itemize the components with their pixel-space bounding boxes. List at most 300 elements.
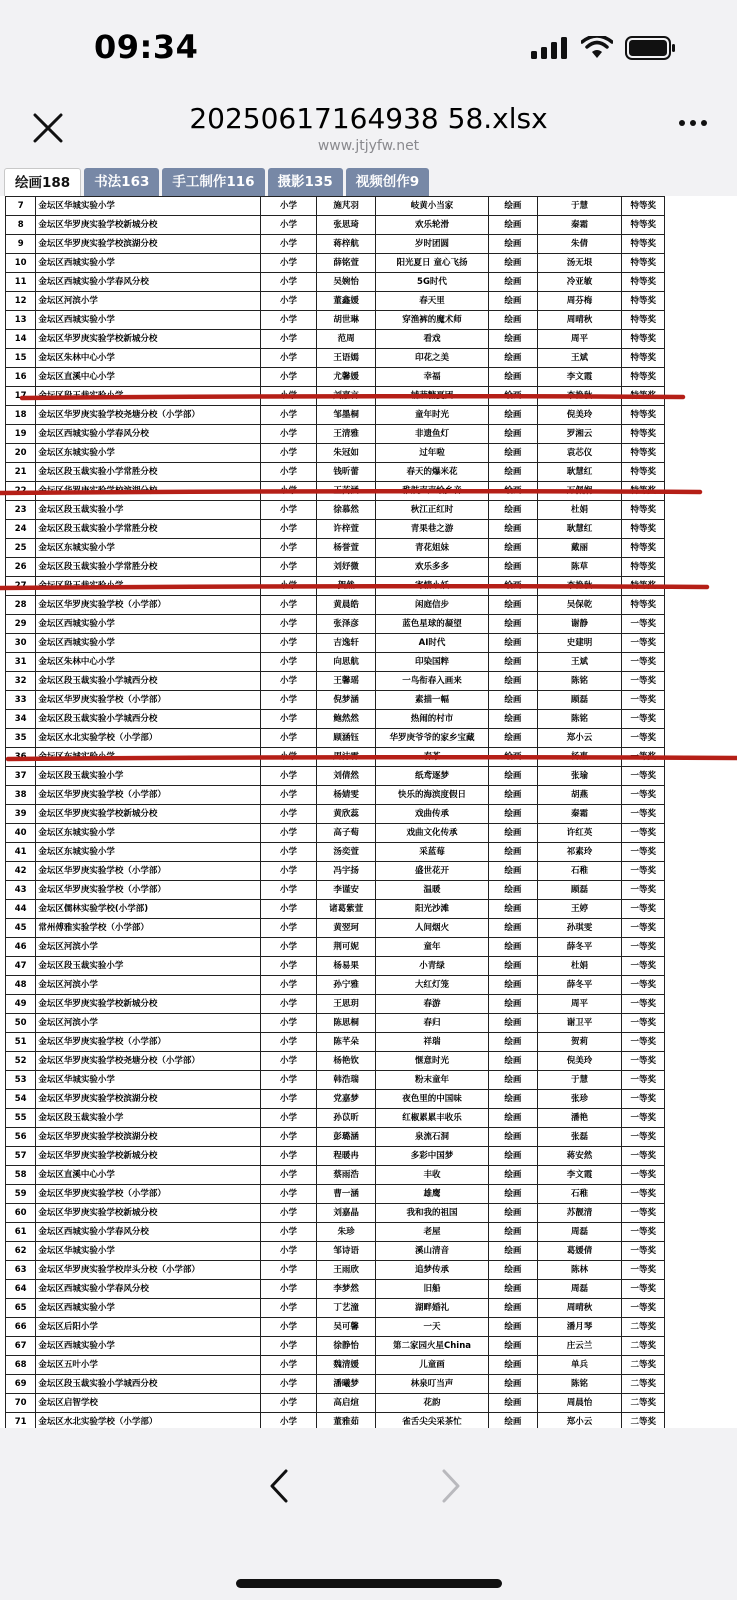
cell-teacher[interactable]: 万佩娴 — [537, 482, 622, 501]
cell-number[interactable]: 57 — [6, 1147, 36, 1166]
cell-category[interactable]: 绘画 — [489, 368, 538, 387]
cell-category[interactable]: 绘画 — [489, 1337, 538, 1356]
cell-category[interactable]: 绘画 — [489, 216, 538, 235]
cell-student[interactable]: 周沫霖 — [317, 748, 376, 767]
cell-teacher[interactable]: 戴丽 — [537, 539, 622, 558]
cell-school[interactable]: 金坛区华罗庚实验学校岸头分校（小学部） — [36, 1261, 260, 1280]
cell-work[interactable]: 溪山清音 — [375, 1242, 488, 1261]
cell-student[interactable]: 高子萄 — [317, 824, 376, 843]
cell-category[interactable]: 绘画 — [489, 1071, 538, 1090]
cell-level[interactable]: 小学 — [260, 729, 317, 748]
cell-student[interactable]: 李谨安 — [317, 881, 376, 900]
cell-school[interactable]: 金坛区段玉裁实验小学 — [36, 577, 260, 596]
cell-level[interactable]: 小学 — [260, 235, 317, 254]
cell-category[interactable]: 绘画 — [489, 672, 538, 691]
cell-award[interactable]: 二等奖 — [622, 1318, 665, 1337]
cell-school[interactable]: 金坛区西城实验小学 — [36, 311, 260, 330]
cell-work[interactable]: 热闹的村市 — [375, 710, 488, 729]
cell-teacher[interactable]: 于慧 — [537, 1071, 622, 1090]
cell-level[interactable]: 小学 — [260, 824, 317, 843]
cell-school[interactable]: 金坛区西城实验小学 — [36, 1337, 260, 1356]
cell-teacher[interactable]: 陈铭 — [537, 710, 622, 729]
cell-teacher[interactable]: 单兵 — [537, 1356, 622, 1375]
cell-student[interactable]: 胡世琳 — [317, 311, 376, 330]
cell-teacher[interactable]: 谢卫平 — [537, 1014, 622, 1033]
cell-work[interactable]: 稚鼓声声绘乡音 — [375, 482, 488, 501]
cell-teacher[interactable]: 杜娟 — [537, 957, 622, 976]
cell-work[interactable]: 纸鸢逐梦 — [375, 767, 488, 786]
cell-work[interactable]: 多彩中国梦 — [375, 1147, 488, 1166]
cell-category[interactable]: 绘画 — [489, 805, 538, 824]
cell-school[interactable]: 金坛区段玉裁实验小学城西分校 — [36, 672, 260, 691]
cell-category[interactable]: 绘画 — [489, 235, 538, 254]
cell-award[interactable]: 一等奖 — [622, 615, 665, 634]
cell-work[interactable]: 温暖 — [375, 881, 488, 900]
cell-school[interactable]: 金坛区段玉裁实验小学常胜分校 — [36, 463, 260, 482]
cell-award[interactable]: 特等奖 — [622, 406, 665, 425]
cell-award[interactable]: 一等奖 — [622, 653, 665, 672]
cell-award[interactable]: 一等奖 — [622, 1299, 665, 1318]
cell-school[interactable]: 金坛区西城实验小学春风分校 — [36, 1223, 260, 1242]
cell-work[interactable]: 林泉叮当声 — [375, 1375, 488, 1394]
cell-school[interactable]: 金坛区段玉裁实验小学常胜分校 — [36, 558, 260, 577]
cell-work[interactable]: 人间烟火 — [375, 919, 488, 938]
cell-category[interactable]: 绘画 — [489, 387, 538, 406]
cell-number[interactable]: 16 — [6, 368, 36, 387]
cell-number[interactable]: 59 — [6, 1185, 36, 1204]
cell-award[interactable]: 特等奖 — [622, 273, 665, 292]
cell-work[interactable]: 追梦传承 — [375, 1261, 488, 1280]
cell-work[interactable]: 夜色里的中国味 — [375, 1090, 488, 1109]
cell-number[interactable]: 49 — [6, 995, 36, 1014]
cell-work[interactable]: 粉末童年 — [375, 1071, 488, 1090]
cell-work[interactable]: 小青绿 — [375, 957, 488, 976]
cell-student[interactable]: 王芮涵 — [317, 482, 376, 501]
cell-teacher[interactable]: 陈林 — [537, 1261, 622, 1280]
cell-work[interactable]: 幸福 — [375, 368, 488, 387]
cell-student[interactable]: 吴可馨 — [317, 1318, 376, 1337]
cell-school[interactable]: 金坛区华罗庚实验学校（小学部） — [36, 691, 260, 710]
cell-level[interactable]: 小学 — [260, 273, 317, 292]
cell-school[interactable]: 金坛区儒林实验学校(小学部) — [36, 900, 260, 919]
cell-level[interactable]: 小学 — [260, 1166, 317, 1185]
cell-award[interactable]: 二等奖 — [622, 1394, 665, 1413]
cell-student[interactable]: 邹墨桐 — [317, 406, 376, 425]
cell-number[interactable]: 70 — [6, 1394, 36, 1413]
cell-work[interactable]: 我和我的祖国 — [375, 1204, 488, 1223]
cell-number[interactable]: 60 — [6, 1204, 36, 1223]
cell-category[interactable]: 绘画 — [489, 406, 538, 425]
cell-level[interactable]: 小学 — [260, 425, 317, 444]
cell-category[interactable]: 绘画 — [489, 273, 538, 292]
cell-student[interactable]: 朱珍 — [317, 1223, 376, 1242]
cell-student[interactable]: 党嘉梦 — [317, 1090, 376, 1109]
cell-work[interactable]: 阳光夏日 童心飞扬 — [375, 254, 488, 273]
cell-school[interactable]: 金坛区华罗庚实验学校（小学部） — [36, 1033, 260, 1052]
cell-level[interactable]: 小学 — [260, 767, 317, 786]
cell-student[interactable]: 魏清媛 — [317, 1356, 376, 1375]
cell-teacher[interactable]: 倪美玲 — [537, 406, 622, 425]
cell-level[interactable]: 小学 — [260, 881, 317, 900]
cell-number[interactable]: 40 — [6, 824, 36, 843]
cell-category[interactable]: 绘画 — [489, 1242, 538, 1261]
cell-student[interactable]: 施芃羽 — [317, 197, 376, 216]
cell-school[interactable]: 金坛区河滨小学 — [36, 1014, 260, 1033]
cell-award[interactable]: 一等奖 — [622, 824, 665, 843]
cell-work[interactable]: 春茶 — [375, 748, 488, 767]
cell-work[interactable]: 旧船 — [375, 1280, 488, 1299]
cell-award[interactable]: 特等奖 — [622, 463, 665, 482]
cell-school[interactable]: 金坛区段玉裁实验小学 — [36, 501, 260, 520]
cell-work[interactable]: 红椒累累丰收乐 — [375, 1109, 488, 1128]
cell-category[interactable]: 绘画 — [489, 254, 538, 273]
cell-school[interactable]: 金坛区西城实验小学春风分校 — [36, 273, 260, 292]
cell-teacher[interactable]: 周平 — [537, 995, 622, 1014]
cell-category[interactable]: 绘画 — [489, 501, 538, 520]
cell-number[interactable]: 48 — [6, 976, 36, 995]
cell-teacher[interactable]: 周磊 — [537, 1280, 622, 1299]
cell-award[interactable]: 一等奖 — [622, 1128, 665, 1147]
cell-award[interactable]: 一等奖 — [622, 1014, 665, 1033]
cell-teacher[interactable]: 周晨怡 — [537, 1394, 622, 1413]
cell-teacher[interactable]: 张磊 — [537, 1128, 622, 1147]
cell-category[interactable]: 绘画 — [489, 843, 538, 862]
cell-level[interactable]: 小学 — [260, 387, 317, 406]
cell-category[interactable]: 绘画 — [489, 957, 538, 976]
cell-number[interactable]: 54 — [6, 1090, 36, 1109]
cell-teacher[interactable]: 顾磊 — [537, 881, 622, 900]
cell-student[interactable]: 曹一涵 — [317, 1185, 376, 1204]
cell-student[interactable]: 贺然 — [317, 577, 376, 596]
cell-teacher[interactable]: 王婷 — [537, 900, 622, 919]
cell-award[interactable]: 一等奖 — [622, 805, 665, 824]
cell-award[interactable]: 一等奖 — [622, 1223, 665, 1242]
cell-level[interactable]: 小学 — [260, 1090, 317, 1109]
cell-category[interactable]: 绘画 — [489, 729, 538, 748]
cell-school[interactable]: 金坛区段玉裁实验小学常胜分校 — [36, 520, 260, 539]
cell-school[interactable]: 金坛区华罗庚实验学校新城分校 — [36, 995, 260, 1014]
cell-award[interactable]: 特等奖 — [622, 349, 665, 368]
cell-teacher[interactable]: 石稚 — [537, 1185, 622, 1204]
cell-student[interactable]: 刘嘉言 — [317, 387, 376, 406]
cell-school[interactable]: 金坛区段玉裁实验小学城西分校 — [36, 1375, 260, 1394]
cell-award[interactable]: 特等奖 — [622, 311, 665, 330]
cell-teacher[interactable]: 周晴秋 — [537, 311, 622, 330]
cell-number[interactable]: 25 — [6, 539, 36, 558]
cell-category[interactable]: 绘画 — [489, 710, 538, 729]
cell-student[interactable]: 汤奕萱 — [317, 843, 376, 862]
cell-award[interactable]: 特等奖 — [622, 292, 665, 311]
cell-school[interactable]: 金坛区华城实验小学 — [36, 1242, 260, 1261]
cell-category[interactable]: 绘画 — [489, 976, 538, 995]
cell-teacher[interactable]: 于慧 — [537, 197, 622, 216]
cell-award[interactable]: 一等奖 — [622, 938, 665, 957]
cell-number[interactable]: 61 — [6, 1223, 36, 1242]
cell-school[interactable]: 金坛区西城实验小学 — [36, 615, 260, 634]
cell-work[interactable]: 童年 — [375, 938, 488, 957]
cell-teacher[interactable]: 潘月琴 — [537, 1318, 622, 1337]
cell-school[interactable]: 金坛区五叶小学 — [36, 1356, 260, 1375]
cell-award[interactable]: 二等奖 — [622, 1413, 665, 1432]
cell-award[interactable]: 一等奖 — [622, 1204, 665, 1223]
cell-level[interactable]: 小学 — [260, 292, 317, 311]
cell-work[interactable]: 5G时代 — [375, 273, 488, 292]
cell-category[interactable]: 绘画 — [489, 292, 538, 311]
cell-category[interactable]: 绘画 — [489, 444, 538, 463]
cell-category[interactable]: 绘画 — [489, 539, 538, 558]
cell-teacher[interactable]: 袁芯仪 — [537, 444, 622, 463]
cell-category[interactable]: 绘画 — [489, 1052, 538, 1071]
cell-teacher[interactable]: 周芬梅 — [537, 292, 622, 311]
cell-level[interactable]: 小学 — [260, 938, 317, 957]
cell-number[interactable]: 31 — [6, 653, 36, 672]
cell-level[interactable]: 小学 — [260, 444, 317, 463]
cell-award[interactable]: 特等奖 — [622, 368, 665, 387]
cell-category[interactable]: 绘画 — [489, 1090, 538, 1109]
cell-teacher[interactable]: 秦霜 — [537, 805, 622, 824]
cell-level[interactable]: 小学 — [260, 1128, 317, 1147]
cell-teacher[interactable]: 周平 — [537, 330, 622, 349]
cell-number[interactable]: 33 — [6, 691, 36, 710]
cell-award[interactable]: 一等奖 — [622, 1280, 665, 1299]
cell-number[interactable]: 55 — [6, 1109, 36, 1128]
cell-student[interactable]: 杨婧雯 — [317, 786, 376, 805]
cell-student[interactable]: 王思玥 — [317, 995, 376, 1014]
cell-category[interactable]: 绘画 — [489, 995, 538, 1014]
cell-number[interactable]: 65 — [6, 1299, 36, 1318]
cell-teacher[interactable]: 陈铭 — [537, 1375, 622, 1394]
cell-number[interactable]: 9 — [6, 235, 36, 254]
cell-work[interactable]: 快乐的海滨度假日 — [375, 786, 488, 805]
cell-number[interactable]: 67 — [6, 1337, 36, 1356]
cell-number[interactable]: 20 — [6, 444, 36, 463]
cell-work[interactable]: 戏曲文化传承 — [375, 824, 488, 843]
cell-number[interactable]: 18 — [6, 406, 36, 425]
cell-work[interactable]: 儿童画 — [375, 1356, 488, 1375]
cell-category[interactable]: 绘画 — [489, 482, 538, 501]
cell-teacher[interactable]: 李文霞 — [537, 1166, 622, 1185]
cell-level[interactable]: 小学 — [260, 843, 317, 862]
cell-teacher[interactable]: 冷亚敏 — [537, 273, 622, 292]
cell-school[interactable]: 金坛区华罗庚实验学校（小学部） — [36, 1185, 260, 1204]
cell-level[interactable]: 小学 — [260, 558, 317, 577]
cell-level[interactable]: 小学 — [260, 976, 317, 995]
cell-award[interactable]: 特等奖 — [622, 254, 665, 273]
cell-award[interactable]: 一等奖 — [622, 710, 665, 729]
cell-level[interactable]: 小学 — [260, 919, 317, 938]
cell-work[interactable]: 湖畔婚礼 — [375, 1299, 488, 1318]
cell-teacher[interactable]: 罗湘云 — [537, 425, 622, 444]
cell-student[interactable]: 刘妤微 — [317, 558, 376, 577]
cell-category[interactable]: 绘画 — [489, 349, 538, 368]
cell-teacher[interactable]: 郑小云 — [537, 729, 622, 748]
cell-student[interactable]: 蔡雨浩 — [317, 1166, 376, 1185]
cell-level[interactable]: 小学 — [260, 1337, 317, 1356]
cell-number[interactable]: 29 — [6, 615, 36, 634]
cell-level[interactable]: 小学 — [260, 1375, 317, 1394]
cell-student[interactable]: 董鑫媛 — [317, 292, 376, 311]
cell-student[interactable]: 尤馨媛 — [317, 368, 376, 387]
cell-work[interactable]: 丰收 — [375, 1166, 488, 1185]
cell-level[interactable]: 小学 — [260, 748, 317, 767]
cell-award[interactable]: 一等奖 — [622, 1109, 665, 1128]
cell-work[interactable]: 雀舌尖尖采茶忙 — [375, 1413, 488, 1432]
cell-school[interactable]: 金坛区后阳小学 — [36, 1318, 260, 1337]
cell-number[interactable]: 13 — [6, 311, 36, 330]
cell-category[interactable]: 绘画 — [489, 330, 538, 349]
cell-work[interactable]: 青花姐妹 — [375, 539, 488, 558]
cell-teacher[interactable]: 许红英 — [537, 824, 622, 843]
cell-category[interactable]: 绘画 — [489, 1356, 538, 1375]
cell-level[interactable]: 小学 — [260, 197, 317, 216]
cell-school[interactable]: 金坛区华罗庚实验学校尧塘分校（小学部） — [36, 1052, 260, 1071]
cell-level[interactable]: 小学 — [260, 1413, 317, 1432]
cell-level[interactable]: 小学 — [260, 1356, 317, 1375]
cell-school[interactable]: 金坛区华罗庚实验学校（小学部） — [36, 862, 260, 881]
cell-level[interactable]: 小学 — [260, 1109, 317, 1128]
cell-student[interactable]: 张泽彦 — [317, 615, 376, 634]
cell-student[interactable]: 王清雅 — [317, 425, 376, 444]
cell-student[interactable]: 李梦然 — [317, 1280, 376, 1299]
cell-level[interactable]: 小学 — [260, 1071, 317, 1090]
cell-work[interactable]: 印染国粹 — [375, 653, 488, 672]
cell-school[interactable]: 金坛区华罗庚实验学校新城分校 — [36, 216, 260, 235]
cell-work[interactable]: 辅蔬糖夏团 — [375, 387, 488, 406]
cell-school[interactable]: 金坛区华罗庚实验学校新城分校 — [36, 1147, 260, 1166]
cell-student[interactable]: 顾涵钰 — [317, 729, 376, 748]
cell-school[interactable]: 金坛区华罗庚实验学校新城分校 — [36, 805, 260, 824]
cell-student[interactable]: 孙苡昕 — [317, 1109, 376, 1128]
cell-number[interactable]: 8 — [6, 216, 36, 235]
cell-number[interactable]: 69 — [6, 1375, 36, 1394]
cell-number[interactable]: 11 — [6, 273, 36, 292]
cell-number[interactable]: 45 — [6, 919, 36, 938]
cell-student[interactable]: 邹诗语 — [317, 1242, 376, 1261]
more-options-icon[interactable] — [679, 120, 707, 126]
cell-level[interactable]: 小学 — [260, 539, 317, 558]
cell-teacher[interactable]: 王斌 — [537, 653, 622, 672]
cell-work[interactable]: 春游 — [375, 995, 488, 1014]
cell-number[interactable]: 68 — [6, 1356, 36, 1375]
cell-award[interactable]: 一等奖 — [622, 748, 665, 767]
cell-award[interactable]: 一等奖 — [622, 862, 665, 881]
cell-work[interactable]: 欢乐轮滑 — [375, 216, 488, 235]
cell-level[interactable]: 小学 — [260, 1147, 317, 1166]
cell-award[interactable]: 特等奖 — [622, 520, 665, 539]
cell-category[interactable]: 绘画 — [489, 1109, 538, 1128]
cell-school[interactable]: 金坛区华罗庚实验学校尧塘分校（小学部） — [36, 406, 260, 425]
cell-work[interactable]: 祥瑞 — [375, 1033, 488, 1052]
cell-category[interactable]: 绘画 — [489, 1261, 538, 1280]
cell-student[interactable]: 程暖冉 — [317, 1147, 376, 1166]
cell-category[interactable]: 绘画 — [489, 767, 538, 786]
cell-category[interactable]: 绘画 — [489, 634, 538, 653]
cell-award[interactable]: 一等奖 — [622, 957, 665, 976]
cell-category[interactable]: 绘画 — [489, 1166, 538, 1185]
cell-level[interactable]: 小学 — [260, 501, 317, 520]
cell-teacher[interactable]: 郑小云 — [537, 1413, 622, 1432]
cell-number[interactable]: 12 — [6, 292, 36, 311]
cell-student[interactable]: 董雅茹 — [317, 1413, 376, 1432]
cell-award[interactable]: 一等奖 — [622, 1242, 665, 1261]
cell-teacher[interactable]: 秦霜 — [537, 216, 622, 235]
cell-teacher[interactable]: 耿慧红 — [537, 463, 622, 482]
cell-work[interactable]: 春归 — [375, 1014, 488, 1033]
cell-award[interactable]: 特等奖 — [622, 501, 665, 520]
cell-category[interactable]: 绘画 — [489, 1394, 538, 1413]
cell-level[interactable]: 小学 — [260, 634, 317, 653]
cell-work[interactable]: 春天里 — [375, 292, 488, 311]
cell-level[interactable]: 小学 — [260, 1052, 317, 1071]
cell-award[interactable]: 特等奖 — [622, 444, 665, 463]
cell-school[interactable]: 金坛区华城实验小学 — [36, 1071, 260, 1090]
cell-award[interactable]: 一等奖 — [622, 1166, 665, 1185]
cell-student[interactable]: 徐静怡 — [317, 1337, 376, 1356]
chevron-left-icon[interactable] — [268, 1468, 290, 1504]
cell-category[interactable]: 绘画 — [489, 1413, 538, 1432]
cell-level[interactable]: 小学 — [260, 577, 317, 596]
cell-student[interactable]: 王语嫣 — [317, 349, 376, 368]
cell-teacher[interactable]: 顾磊 — [537, 691, 622, 710]
cell-school[interactable]: 金坛区华罗庚实验学校滨湖分校 — [36, 235, 260, 254]
cell-work[interactable]: 蓝色星球的凝望 — [375, 615, 488, 634]
cell-category[interactable]: 绘画 — [489, 1375, 538, 1394]
cell-number[interactable]: 50 — [6, 1014, 36, 1033]
cell-teacher[interactable]: 贺莉 — [537, 1033, 622, 1052]
cell-school[interactable]: 金坛区水北实验学校（小学部） — [36, 729, 260, 748]
cell-award[interactable]: 特等奖 — [622, 197, 665, 216]
cell-number[interactable]: 35 — [6, 729, 36, 748]
cell-work[interactable]: 阳光沙滩 — [375, 900, 488, 919]
cell-student[interactable]: 潘曦梦 — [317, 1375, 376, 1394]
cell-teacher[interactable]: 汤无垠 — [537, 254, 622, 273]
cell-category[interactable]: 绘画 — [489, 197, 538, 216]
cell-school[interactable]: 金坛区东城实验小学 — [36, 444, 260, 463]
cell-work[interactable]: 过年啦 — [375, 444, 488, 463]
cell-teacher[interactable]: 李艳秋 — [537, 577, 622, 596]
cell-number[interactable]: 34 — [6, 710, 36, 729]
cell-school[interactable]: 金坛区西城实验小学 — [36, 634, 260, 653]
cell-category[interactable]: 绘画 — [489, 1014, 538, 1033]
cell-award[interactable]: 特等奖 — [622, 596, 665, 615]
cell-category[interactable]: 绘画 — [489, 691, 538, 710]
cell-award[interactable]: 一等奖 — [622, 1185, 665, 1204]
cell-category[interactable]: 绘画 — [489, 900, 538, 919]
cell-school[interactable]: 金坛区段玉裁实验小学 — [36, 1109, 260, 1128]
cell-teacher[interactable]: 周磊 — [537, 1223, 622, 1242]
cell-work[interactable]: 印花之美 — [375, 349, 488, 368]
cell-teacher[interactable]: 孙琪雯 — [537, 919, 622, 938]
cell-teacher[interactable]: 谢静 — [537, 615, 622, 634]
cell-level[interactable]: 小学 — [260, 691, 317, 710]
cell-number[interactable]: 27 — [6, 577, 36, 596]
tab-painting[interactable]: 绘画188 — [4, 168, 81, 196]
cell-category[interactable]: 绘画 — [489, 748, 538, 767]
cell-teacher[interactable]: 史建明 — [537, 634, 622, 653]
cell-school[interactable]: 金坛区直溪中心小学 — [36, 368, 260, 387]
cell-number[interactable]: 51 — [6, 1033, 36, 1052]
cell-student[interactable]: 钱昕蕾 — [317, 463, 376, 482]
cell-work[interactable]: AI时代 — [375, 634, 488, 653]
cell-student[interactable]: 彭璐涵 — [317, 1128, 376, 1147]
cell-level[interactable]: 小学 — [260, 349, 317, 368]
cell-school[interactable]: 金坛区华罗庚实验学校（小学部） — [36, 596, 260, 615]
cell-school[interactable]: 金坛区西城实验小学 — [36, 1299, 260, 1318]
home-indicator[interactable] — [236, 1579, 502, 1588]
cell-number[interactable]: 22 — [6, 482, 36, 501]
cell-number[interactable]: 36 — [6, 748, 36, 767]
cell-level[interactable]: 小学 — [260, 520, 317, 539]
